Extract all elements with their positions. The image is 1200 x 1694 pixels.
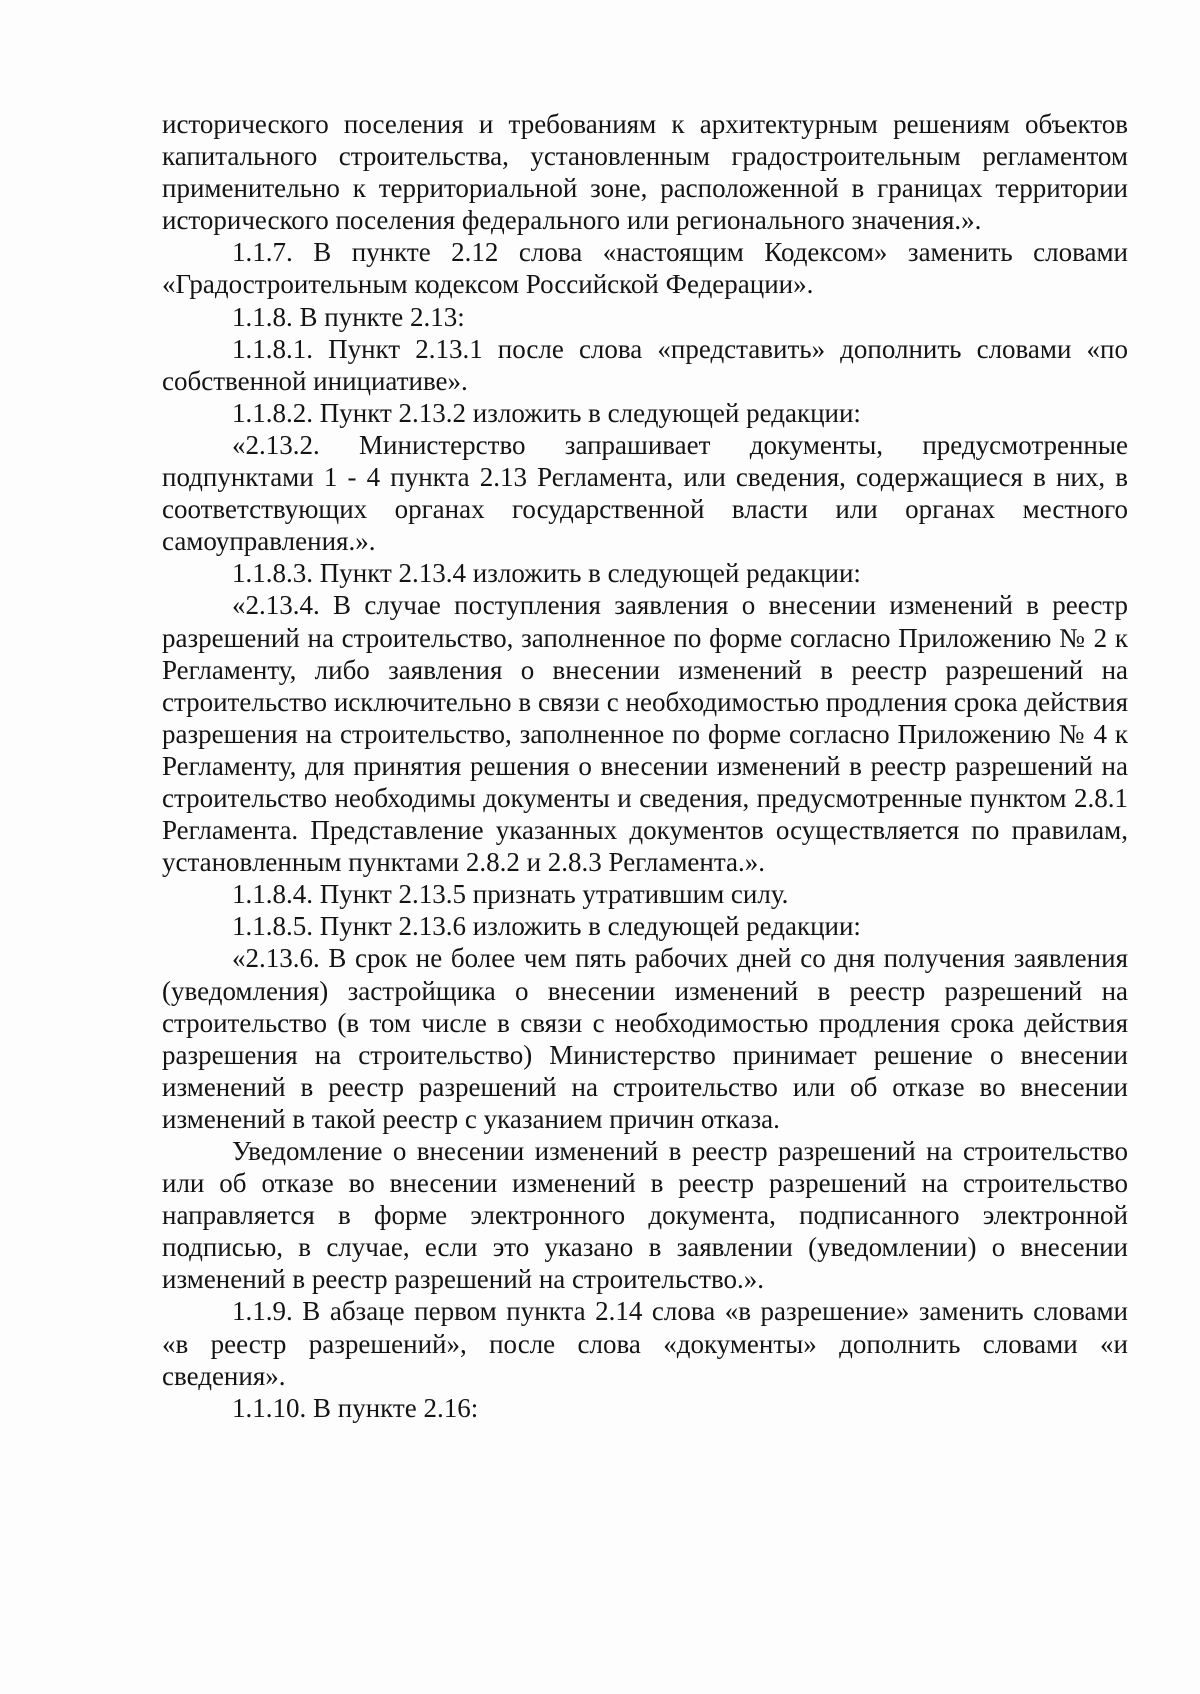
paragraph: 1.1.7. В пункте 2.12 слова «настоящим Кодексом» заменить словами «Градостроительным кодексом Российской Федерации». xyxy=(162,237,1128,300)
paragraph: 1.1.8.5. Пункт 2.13.6 изложить в следующей редакции: xyxy=(232,911,861,942)
paragraph: 1.1.10. В пункте 2.16: xyxy=(232,1392,479,1423)
paragraph: «2.13.4. В случае поступления заявления о внесении изменений в реестр разрешений на строительство, заполненное по форме согласно Приложению № 2 к Регламенту, либо заявления о внесении изменений в реестр разрешений на строительство исключительно в связи с необходимостью продления срока действия разрешения на строительство, заполненное по форме согласно Приложению № 4 к Регламенту, для принятия решения о внесении изменений в реестр разрешений на строительство необходимы документы и сведения, предусмотренные пунктом 2.8.1 Регламента. Представление указанных документов осуществляется по правилам, установленным пунктами 2.8.2 и 2.8.3 Регламента.». xyxy=(162,590,1128,878)
paragraph: «2.13.2. Министерство запрашивает документы, предусмотренные подпунктами 1 - 4 пункта 2.13 Регламента, или сведения, содержащиеся в них, в соответствующих органах государственной власти или органах местного самоуправления.». xyxy=(162,429,1128,557)
paragraph: исторического поселения и требованиям к архитектурным решениям объектов капитального строительства, установленным градостроительным регламентом применительно к территориальной зоне, расположенной в границах территории исторического поселения федерального или регионального значения.». xyxy=(162,109,1128,236)
paragraph: 1.1.8.4. Пункт 2.13.5 признать утратившим силу. xyxy=(232,879,789,910)
paragraph: 1.1.8. В пункте 2.13: xyxy=(232,301,465,332)
paragraph: 1.1.8.3. Пункт 2.13.4 изложить в следующей редакции: xyxy=(232,558,861,589)
paragraph: 1.1.9. В абзаце первом пункта 2.14 слова «в разрешение» заменить словами «в реестр разрешений», после слова «документы» дополнить словами «и сведения». xyxy=(162,1296,1128,1391)
paragraph: «2.13.6. В срок не более чем пять рабочих дней со дня получения заявления (уведомления) застройщика о внесении изменений в реестр разрешений на строительство (в том числе в связи с необходимостью продления срока действия разрешения на строительство) Министерство принимает решение о внесении изменений в реестр разрешений на строительство или об отказе во внесении изменений в такой реестр с указанием причин отказа. xyxy=(162,943,1128,1134)
paragraph: 1.1.8.2. Пункт 2.13.2 изложить в следующей редакции: xyxy=(232,397,861,428)
paragraph: 1.1.8.1. Пункт 2.13.1 после слова «представить» дополнить словами «по собственной инициативе». xyxy=(162,333,1128,396)
document-body xyxy=(162,108,1128,1424)
paragraph: Уведомление о внесении изменений в реестр разрешений на строительство или об отказе во внесении изменений в реестр разрешений на строительство направляется в форме электронного документа, подписанного электронной подписью, в случае, если это указано в заявлении (уведомлении) о внесении изменений в реестр разрешений на строительство.». xyxy=(162,1136,1128,1295)
